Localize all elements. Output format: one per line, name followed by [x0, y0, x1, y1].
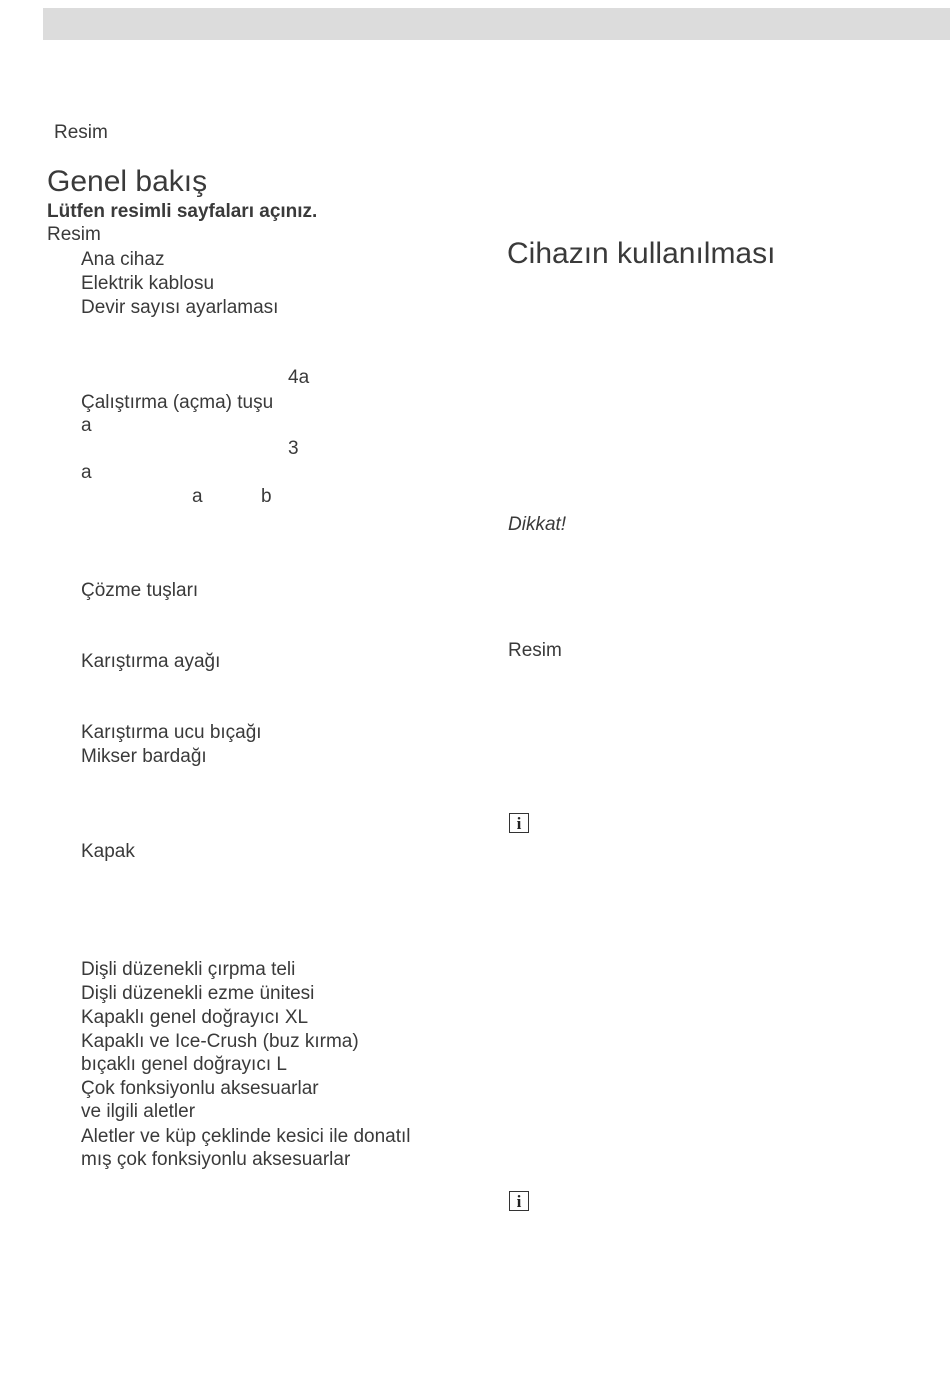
ref-a-2: a — [81, 462, 92, 483]
list-item-kapak: Kapak — [81, 841, 135, 862]
ref-a-3: a — [192, 486, 203, 507]
ref-4a: 4a — [288, 367, 310, 388]
list-item-ve-ilgili: ve ilgili aletler — [81, 1101, 196, 1122]
list-item-karistirma-ucu: Karıştırma ucu bıçağı — [81, 722, 262, 743]
list-item-devir-sayisi: Devir sayısı ayarlaması — [81, 297, 279, 318]
header-band — [43, 8, 950, 40]
resim-top-label: Resim — [54, 122, 108, 143]
list-item-mis-cok: mış çok fonksiyonlu aksesuarlar — [81, 1149, 351, 1170]
list-item-kapakli-xl: Kapaklı genel doğrayıcı XL — [81, 1007, 309, 1028]
ref-a-1: a — [81, 415, 92, 436]
resim-label-right: Resim — [508, 640, 562, 661]
info-icon — [509, 1191, 529, 1211]
list-item-kapakli-ice: Kapaklı ve Ice-Crush (buz kırma) — [81, 1031, 359, 1052]
section-title-cihazin-kullanilmasi: Cihazın kullanılması — [507, 237, 776, 270]
info-icon — [509, 813, 529, 833]
list-item-karistirma-ayagi: Karıştırma ayağı — [81, 651, 221, 672]
list-item-disli-ezme: Dişli düzenekli ezme ünitesi — [81, 983, 315, 1004]
info-icon-glyph: i — [516, 1191, 522, 1211]
ref-3: 3 — [288, 438, 299, 459]
list-item-ana-cihaz: Ana cihaz — [81, 249, 165, 270]
list-item-aletler-kup: Aletler ve küp çeklinde kesici ile donatıl — [81, 1126, 411, 1147]
list-item-cok-fonk: Çok fonksiyonlu aksesuarlar — [81, 1078, 319, 1099]
ref-b-1: b — [261, 486, 272, 507]
info-icon-glyph: i — [516, 813, 522, 833]
list-item-disli-cirpma: Dişli düzenekli çırpma teli — [81, 959, 296, 980]
list-item-mikser-bardagi: Mikser bardağı — [81, 746, 207, 767]
list-item-cozme-tuslari: Çözme tuşları — [81, 580, 199, 601]
list-item-calistirma-tusu: Çalıştırma (açma) tuşu — [81, 392, 274, 413]
section-title-genel-bakis: Genel bakış — [47, 165, 208, 198]
resim-label: Resim — [47, 224, 101, 245]
list-item-bicakli-l: bıçaklı genel doğrayıcı L — [81, 1054, 287, 1075]
warning-label: Dikkat! — [508, 514, 567, 535]
intro-text: Lütfen resimli sayfaları açınız. — [47, 201, 318, 222]
list-item-elektrik-kablosu: Elektrik kablosu — [81, 273, 215, 294]
